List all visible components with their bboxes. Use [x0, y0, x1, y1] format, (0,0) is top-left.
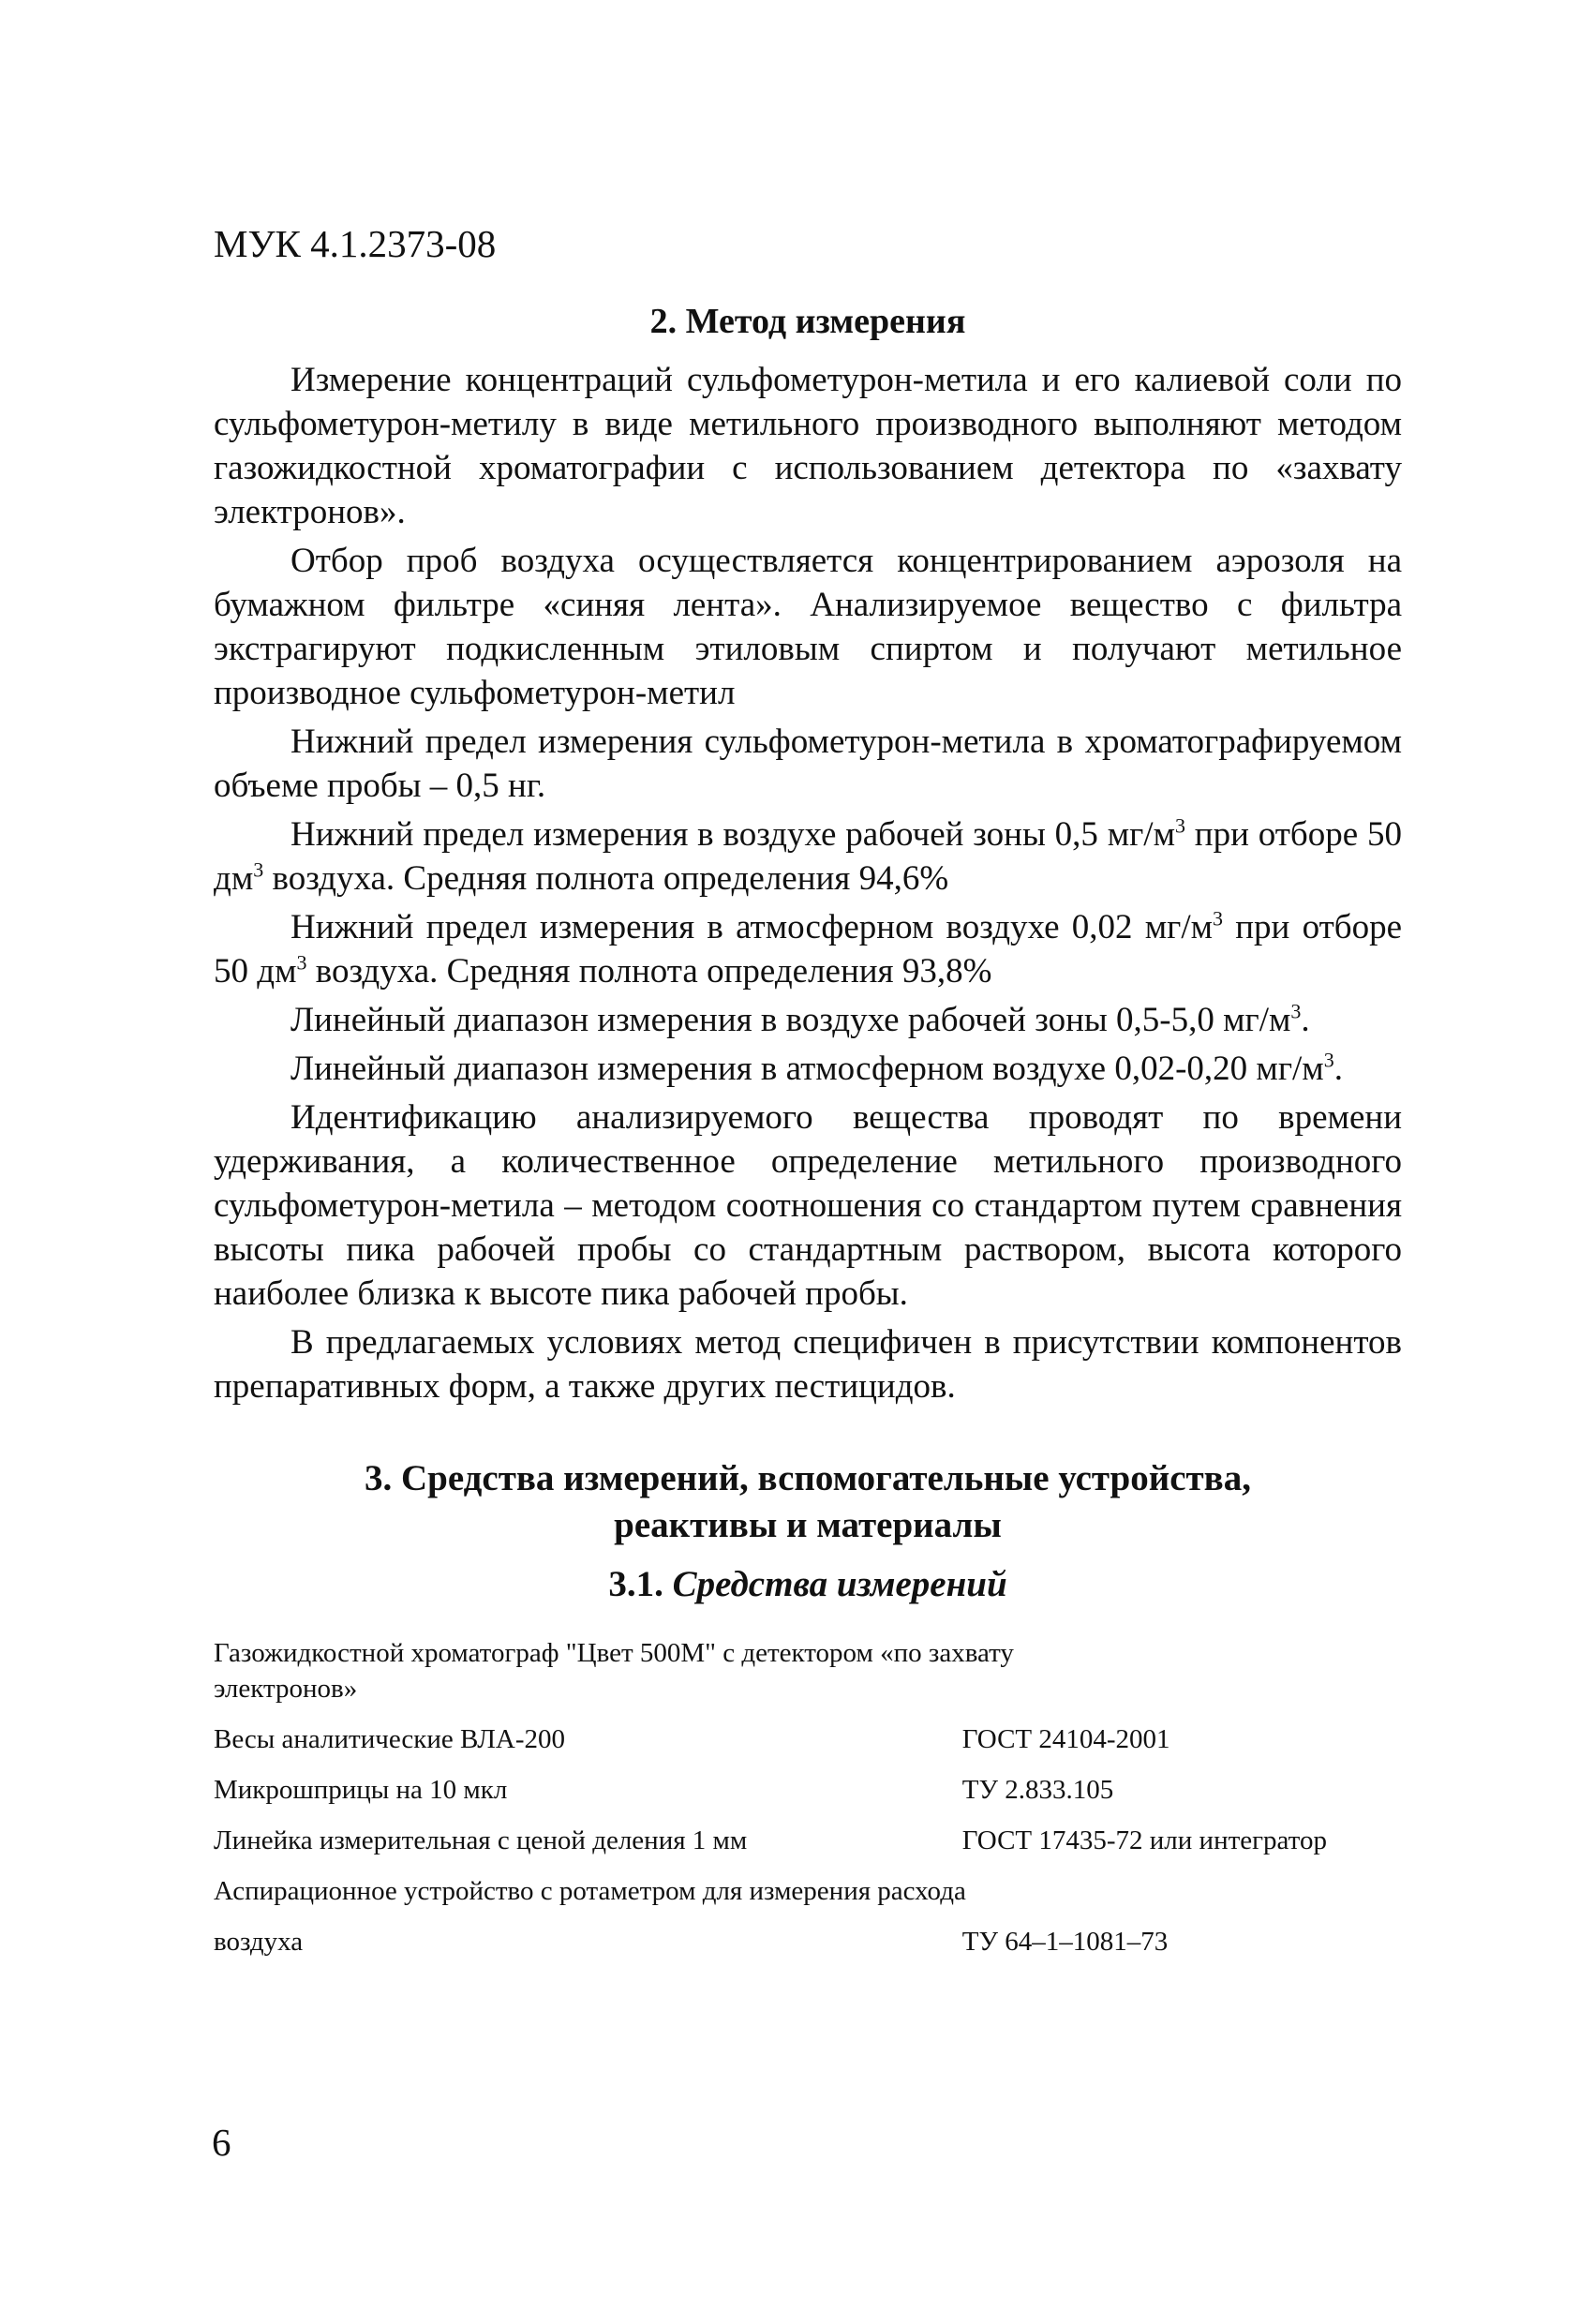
paragraph-lower-limit-workzone: Нижний предел измерения в воздухе рабочей зоны 0,5 $мг/м^3$ при отборе 50 $дм^3$ воздуха. Средняя полнота определения 94,6% — [214, 813, 1402, 898]
page-body — [214, 298, 1402, 1974]
paragraph-linear-range-atmosphere: Линейный диапазон измерения в атмосферном воздухе 0,02-0,20 $мг/м^3$. — [290, 1048, 1343, 1088]
paragraph-identification: Идентификацию анализируемого вещества проводят по времени удерживания, а количественное определение метильного производного сульфометурон-метила – методом соотношения со стандартом путем сравнения высоты пика рабочей пробы со стандартным раствором, высота которого наиболее близка к высоте пика рабочей пробы. — [214, 1098, 1402, 1313]
paragraph: Измерение концентраций сульфометурон-метила и его калиевой соли по сульфометурон-метилу в виде метильного производного выполняют методом газожидкостной хроматографии с использованием детектора по «захвату электронов». — [214, 361, 1402, 531]
section-3-title-line-2: реактивы и материалы — [614, 1505, 1002, 1545]
equipment-item: Аспирационное устройство с ротаметром для измерения расхода — [214, 1876, 966, 1906]
equipment-name: Линейка измерительная с ценой деления 1 мм — [214, 1825, 748, 1855]
equipment-standard: ГОСТ 17435-72 или интегратор — [961, 1825, 1327, 1855]
paragraph-lower-limit-atmosphere: Нижний предел измерения в атмосферном воздухе 0,02 $мг/м^3$ при отборе 50 $дм^3$ воздуха. Средняя полнота определения 93,8% — [214, 906, 1403, 991]
equipment-name: Микрошприцы на 10 мкл — [214, 1775, 508, 1805]
equipment-name: Весы аналитические ВЛА-200 — [214, 1724, 566, 1754]
equipment-item — [214, 1823, 1402, 1858]
equipment-item: Газожидкостной хроматограф "Цвет 500М" с детектором «по захвату электронов» — [214, 1638, 1014, 1704]
equipment-standard: ТУ 64–1–1081–73 — [961, 1927, 1169, 1957]
paragraph: Нижний предел измерения сульфометурон-метила в хроматографируемом объеме пробы – 0,5 нг. — [214, 723, 1402, 805]
section-3 — [214, 1455, 1402, 1959]
equipment-name: воздуха — [214, 1927, 304, 1957]
equipment-item — [214, 1721, 1402, 1757]
equipment-standard: ТУ 2.833.105 — [961, 1775, 1114, 1805]
paragraph-linear-range-workzone: Линейный диапазон измерения в воздухе рабочей зоны 0,5-5,0 $мг/м^3$. — [290, 999, 1310, 1039]
page-number: 6 — [212, 2121, 231, 2164]
section-2-title: 2. Метод измерения — [649, 302, 966, 341]
paragraph-specificity: В предлагаемых условиях метод специфичен в присутствии компонентов препаративных форм, а также других пестицидов. — [214, 1323, 1402, 1406]
subsection-3-1-title: 3.1. Средства измерений — [608, 1564, 1007, 1604]
paragraph: Отбор проб воздуха осуществляется концентрированием аэрозоля на бумажном фильтре «синяя лента». Анализируемое вещество с фильтра экстрагируют подкисленным этиловым спиртом и получают метильное производное сульфометурон-метил — [214, 542, 1402, 712]
equipment-standard: ГОСТ 24104-2001 — [961, 1724, 1170, 1754]
section-3-title-line-1: 3. Средства измерений, вспомогательные устройства, — [365, 1458, 1251, 1498]
equipment-item — [214, 1924, 1402, 1959]
equipment-list — [214, 1635, 1402, 1959]
document-code: МУК 4.1.2373-08 — [214, 222, 497, 265]
equipment-item — [214, 1772, 1402, 1808]
